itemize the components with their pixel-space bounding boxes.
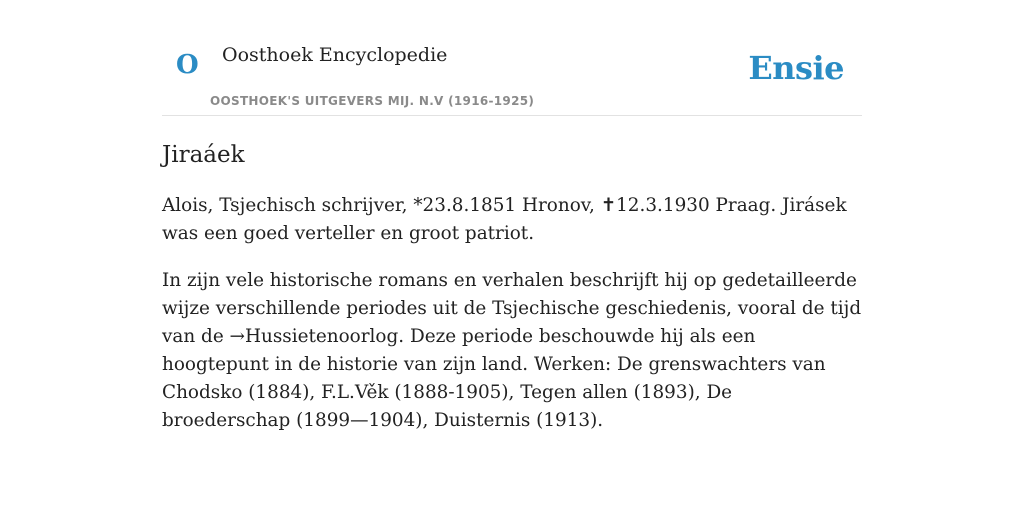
entry-paragraph: In zijn vele historische romans en verhalen beschrijft hij op gedetailleerde wijze verschillende periodes uit de Tsjechische geschiedenis, vooral de tijd van de →Hussietenoorlog. Deze periode beschouwde hij als een hoogtepunt in de historie van zijn land. Werken: De grenswachters van Chodsko (1884), F.L.Věk (1888-1905), Tegen allen (1893), De broederschap (1899—1904), Duisternis (1913). bbox=[162, 270, 862, 431]
entry-title: Jiraáek bbox=[162, 142, 245, 168]
site-header bbox=[162, 0, 862, 116]
ensie-logo[interactable]: Ensie bbox=[748, 49, 844, 87]
entry-content bbox=[162, 140, 862, 454]
book-logo-icon[interactable]: O bbox=[176, 50, 199, 80]
publisher-label: OOSTHOEK'S UITGEVERS MIJ. N.V (1916-1925) bbox=[210, 94, 535, 108]
entry-paragraph: Alois, Tsjechisch schrijver, *23.8.1851 Hronov, ✝12.3.1930 Praag. Jirásek was een goed verteller en groot patriot. bbox=[162, 195, 847, 244]
book-title[interactable]: Oosthoek Encyclopedie bbox=[222, 44, 448, 66]
